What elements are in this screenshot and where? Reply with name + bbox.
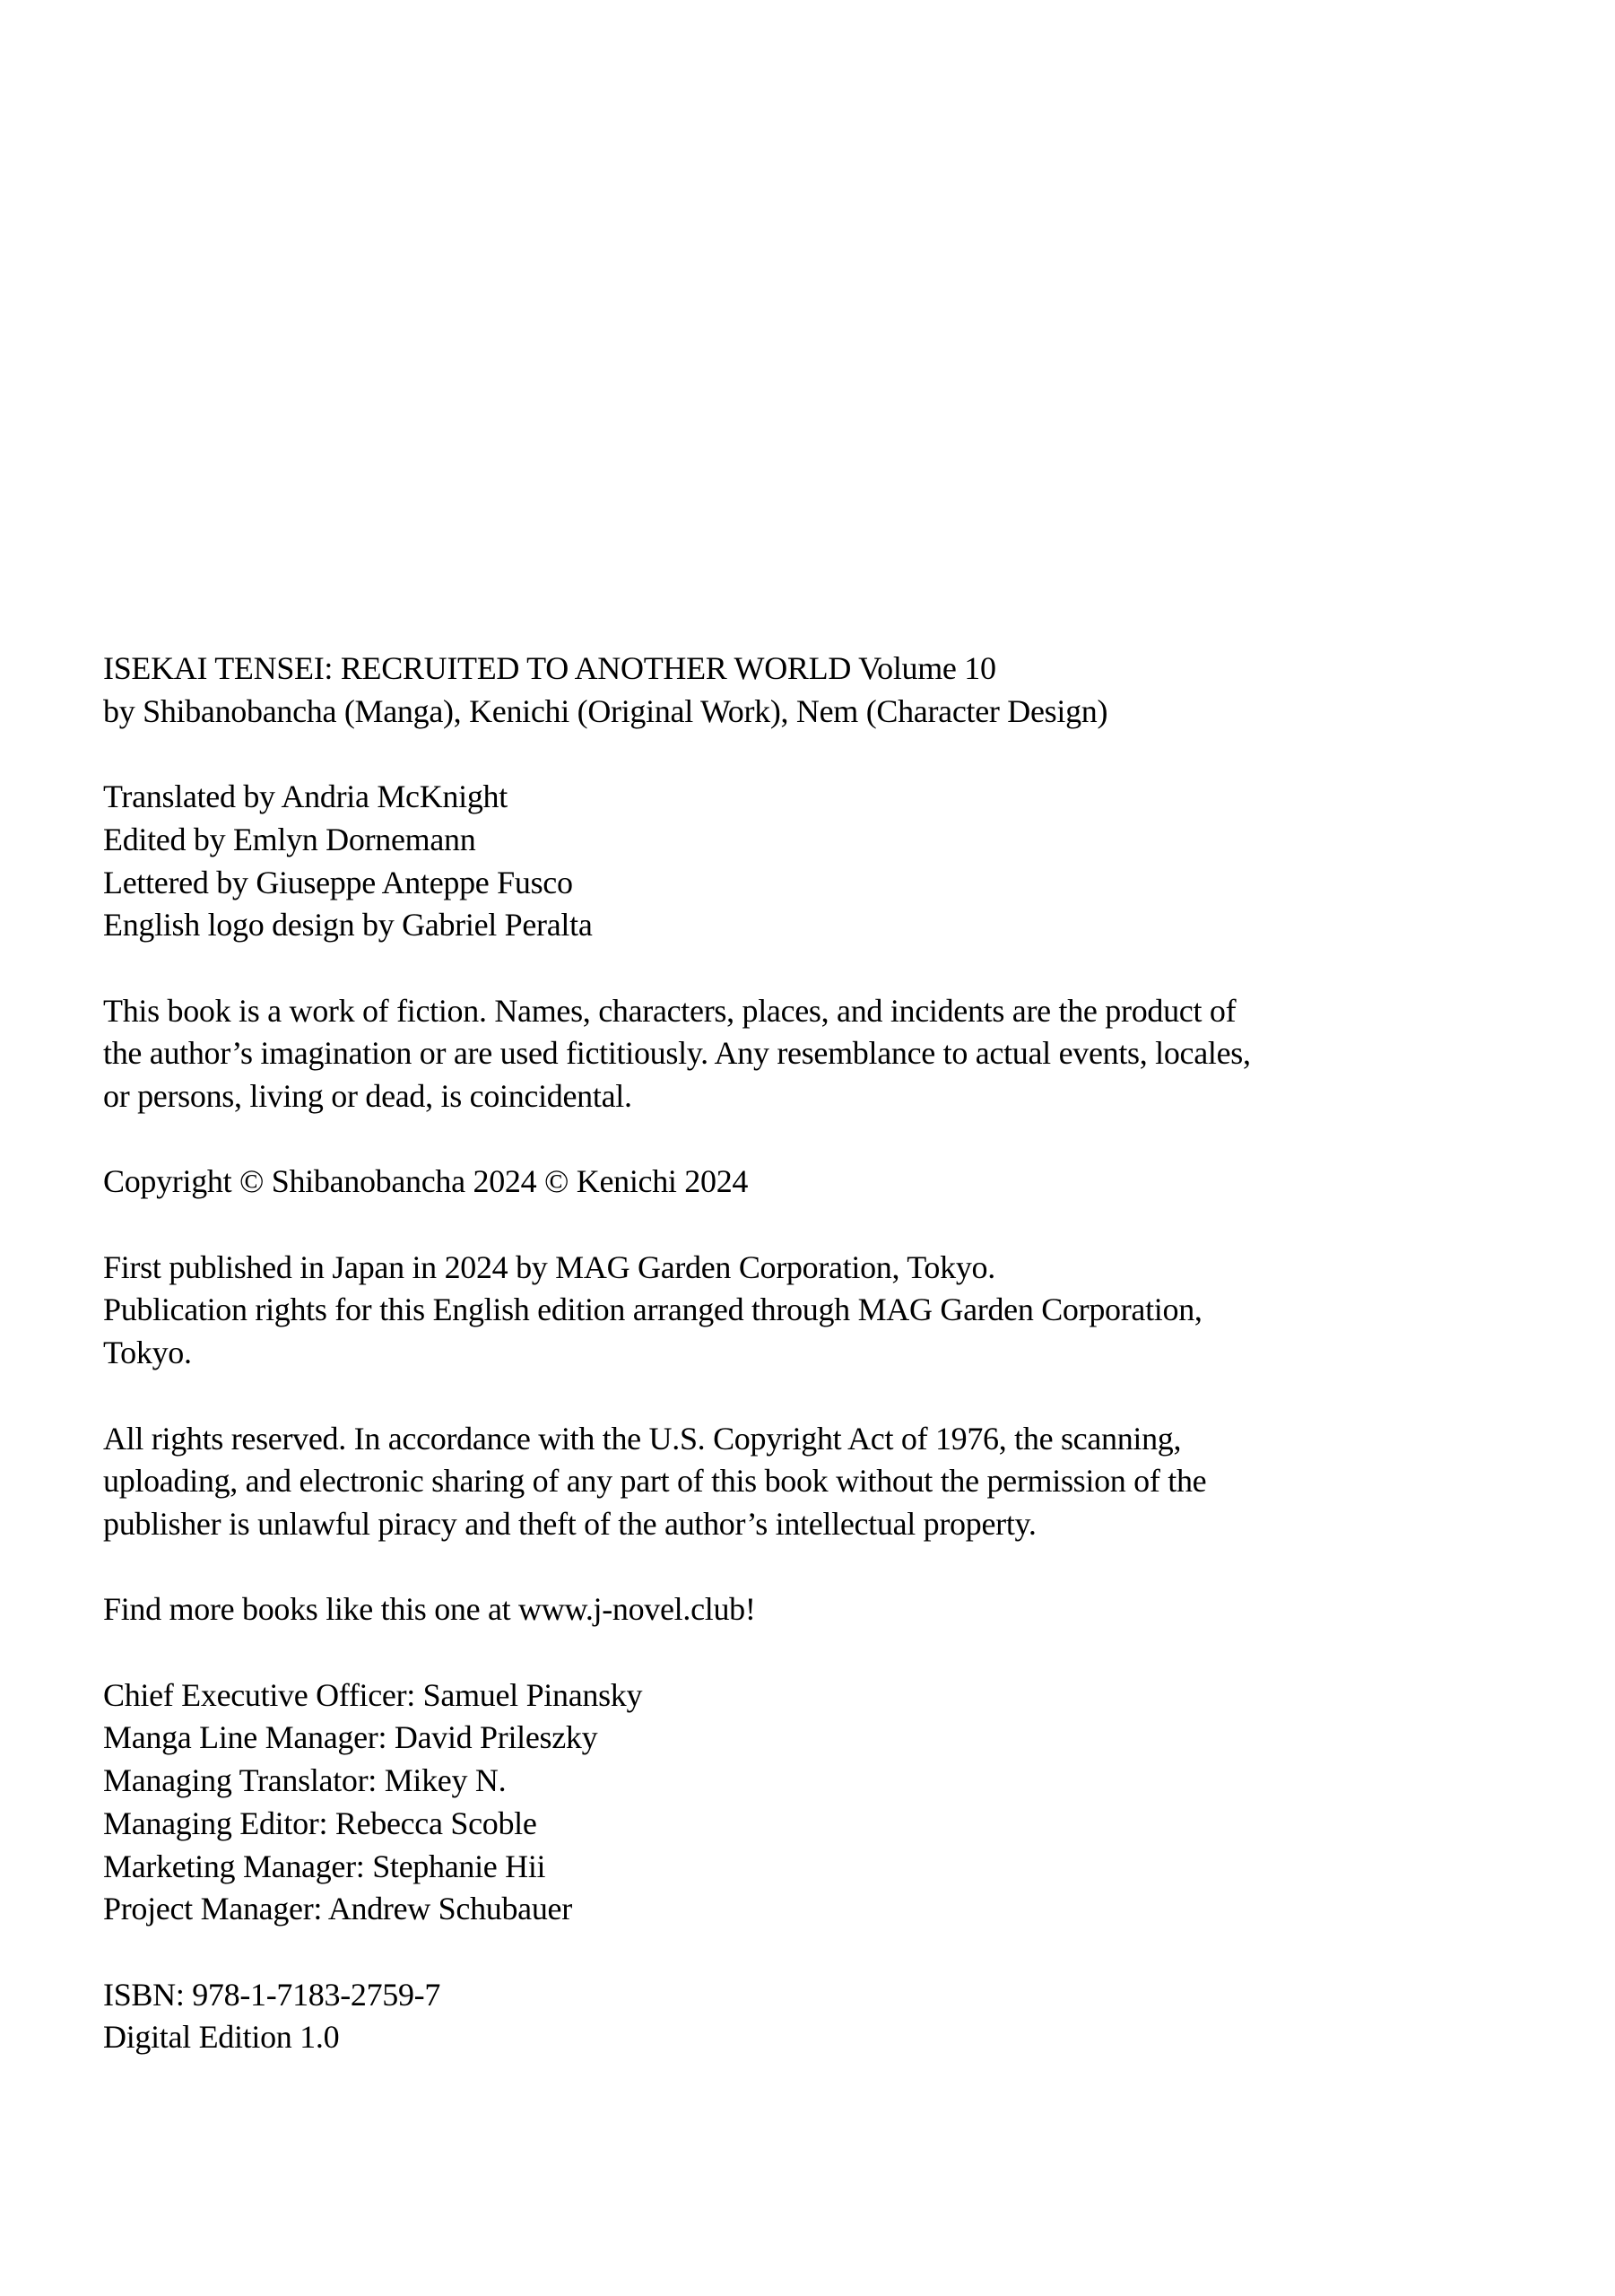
staff-credits — [103, 776, 1556, 947]
disclaimer-line: This book is a work of fiction. Names, characters, places, and incidents are the product of — [103, 992, 1237, 1029]
rights-notice — [103, 1418, 1556, 1546]
manga-line-manager-credit: Manga Line Manager: David Prileszky — [103, 1719, 598, 1756]
isbn-line: ISBN: 978-1-7183-2759-7 — [103, 1976, 441, 2013]
copyright-line: Copyright © Shibanobancha 2024 © Kenichi 2024 — [103, 1163, 749, 1200]
isbn-edition-info — [103, 1974, 1556, 2059]
publication-line: Tokyo. — [103, 1335, 192, 1371]
book-byline: by Shibanobancha (Manga), Kenichi (Original Work), Nem (Character Design) — [103, 692, 1108, 729]
ceo-credit: Chief Executive Officer: Samuel Pinansky — [103, 1676, 643, 1713]
publication-line: First published in Japan in 2024 by MAG Garden Corporation, Tokyo. — [103, 1248, 995, 1285]
rights-line: publisher is unlawful piracy and theft of the author’s intellectual property. — [103, 1505, 1037, 1542]
managing-editor-credit: Managing Editor: Rebecca Scoble — [103, 1805, 537, 1841]
publication-line: Publication rights for this English edition arranged through MAG Garden Corporation, — [103, 1292, 1203, 1328]
colophon-text-block — [103, 648, 1556, 2059]
translator-credit: Translated by Andria McKnight — [103, 778, 508, 815]
digital-edition-line: Digital Edition 1.0 — [103, 2019, 340, 2056]
fiction-disclaimer — [103, 990, 1556, 1118]
book-title-credits — [103, 648, 1556, 733]
disclaimer-line: or persons, living or dead, is coincidental. — [103, 1078, 632, 1114]
logo-design-credit: English logo design by Gabriel Peralta — [103, 907, 593, 944]
disclaimer-line: the author’s imagination or are used fictitiously. Any resemblance to actual events, locales, — [103, 1035, 1251, 1072]
marketing-manager-credit: Marketing Manager: Stephanie Hii — [103, 1848, 546, 1884]
project-manager-credit: Project Manager: Andrew Schubauer — [103, 1891, 572, 1927]
promo-line: Find more books like this one at www.j-novel.club! — [103, 1591, 756, 1628]
rights-line: All rights reserved. In accordance with the U.S. Copyright Act of 1976, the scanning, — [103, 1420, 1182, 1457]
managing-translator-credit: Managing Translator: Mikey N. — [103, 1762, 507, 1799]
letterer-credit: Lettered by Giuseppe Anteppe Fusco — [103, 864, 573, 900]
book-title-line: ISEKAI TENSEI: RECRUITED TO ANOTHER WORLD Volume 10 — [103, 650, 996, 686]
promo-link-line — [103, 1588, 1556, 1631]
copyright-notice — [103, 1161, 1556, 1204]
rights-line: uploading, and electronic sharing of any part of this book without the permission of the — [103, 1463, 1207, 1500]
publication-info — [103, 1247, 1556, 1375]
company-staff-list — [103, 1674, 1556, 1931]
editor-credit: Edited by Emlyn Dornemann — [103, 821, 476, 857]
